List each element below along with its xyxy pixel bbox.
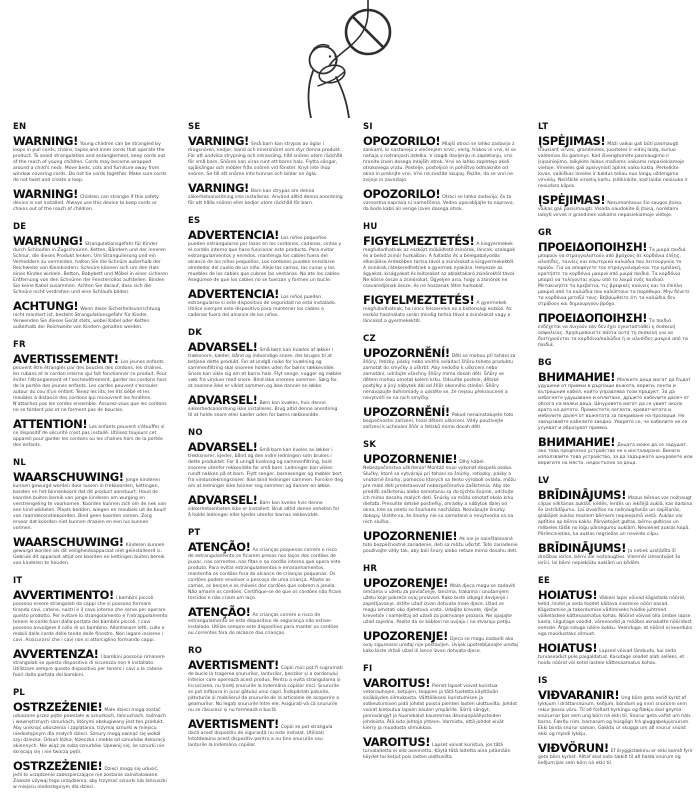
warning-paragraph <box>538 490 693 538</box>
warning-paragraph <box>363 631 518 655</box>
warning-heading: ΠΡΟΕΙΔΟΠΟΙΗΣΗ! <box>538 240 648 254</box>
warning-body-text: Les jeunes enfants peuvent être étranglés par des boucles des cordons, les chaînes, les rubans et le cordon interne qui fait fonctionner ce produit. Pour éviter l'étranglement et l'enchevêtrement, garder les cordons hors de la portée des jeunes enfants. Les cordes peuvent s'enrouler autour du cou d'un enfant. Tenez les lits, les lits bébé et les meubles à distance des cordons qui recouvrent les fenêtres. N'attachez pas les cordes ensemble. Assurez-vous que les cordons ne se tordent pas et ne forment pas de boucles. <box>13 360 167 413</box>
warning-paragraph <box>13 236 168 296</box>
warning-body-text: Otroci se lahko zadavijo, če ta varnostna naprava ni nameščena. Vedno uporabljajte to napravo, da bodo kabli ali verige izven dosega otrok. <box>363 195 514 212</box>
warning-heading: ADVERTENCIA! <box>188 228 279 242</box>
language-section-lt <box>538 122 693 219</box>
warning-heading: UPOZORNĚNÍ! <box>363 405 450 419</box>
language-section-fr <box>13 340 168 449</box>
warning-heading: ATENÇÃO! <box>188 540 251 554</box>
warning-heading: WAARSCHUWING! <box>13 470 124 484</box>
warning-body-text: Τα μικρά παιδιά μπορούν να στραγγαλιστούν από βρόχους σε κορδόνια έλξης, αλυσίδες, ταινίες και εσωτερικά καλώδια που λειτουργούν το προϊόν. Για να αποφύγετε τον στραγγαλισμό και την εμπλοκή, κρατήστε τα κορδόνια μακριά από μικρά παιδιά. Τα κορδόνια μπορεί να τυλίγονται γύρω από το λαιμό ενός παιδιού. Μετακινήστε τα κρεβάτια, τις βρεφικές κούνιες και τα έπιπλα μακριά από τα καλώδια που καλύπτουν τα παράθυρα. Μην δένετε τα κορδόνια μεταξύ τους. Βεβαιωθείτε ότι τα καλώδια δεν στρίβουν και δημιουργούν βρόχο. <box>538 248 690 307</box>
warning-heading: ACHTUNG! <box>13 299 79 313</box>
warning-heading: ĮSPĖJIMAS! <box>538 134 606 148</box>
warning-body-text: Mazus bērnus var nožņaugt cilpas vilkšanas auklās, ķēdēs, lentēs un iekšējā auklā, kas darbina šo izstrādājumu. Lai izvairītos no nožņaugšanās un sapīšanās, glabājiet auklas maziem bērniem nepieejamā vietā. Auklas var aptīties ap bērna kaklu. Pārvietojiet gultas, bērnu gultiņas un mēbeles tālāk no logu pārsegumu auklām. Nesieniet auklas kopā. Pārliecinieties, ka auklas negriežas un neveido cilpu. <box>538 496 693 537</box>
warning-paragraph <box>13 761 168 791</box>
language-code-label: FI <box>363 664 373 674</box>
language-code-label: RO <box>188 646 203 656</box>
warning-body-text: Små børn kan kvæles af løkker i træksnore, kæder, bånd og indvendige snore, der bruges til at betjene dette produkt. For at undgå risiko for kvælning og sammenfiltring skal snorene holdes uden for børns rækkevidde. Snore kan vikle sig om et barns hals. Flyt senge, vugger og møbler væk fra vinduer med snore. Bind ikke snorene sammen. Sørg for, at snorene ikke er viklet sammen og ikke danner en løkke. <box>188 348 342 389</box>
language-section-hr <box>363 564 518 655</box>
warning-heading: WARNING! <box>13 134 78 148</box>
warning-body-text: Väikesi lapsi võivad kägistada nöörid, ketid, lindid ja seda toodet käitava sisemise nööri aasad. Kägistamise ja takerdumise vältimiseks hoidke juhtmed väikelastele kättesaamatus kohas. Nöörid võivad olla ümber lapse kaela. Liigutage voodid, võrevoodid ja mööbel aknakatte nööridest eemale. Ärge siduge nööre kokku. Veenduge, et nöörid ei keerduks ega moodustaks silmust. <box>538 596 693 637</box>
warning-heading: AVVERTIMENTO! <box>13 588 114 602</box>
warning-body-text: Barn kan strypas om denna säkerhetsanordning inte installeras. Använd alltid denna anordning för att hålla snören eller kedjor utom räckhåll för barn. <box>188 189 343 206</box>
warning-paragraph <box>363 236 518 290</box>
warning-heading: VAROITUS! <box>363 735 431 749</box>
warning-body-text: Lapset voivat kuristua, jos tätä turvalaitetta ei olla asennettu. Käytä tätä laitetta aina pitämään köydet tai ketjut pois lasten ulottuvilta. <box>363 743 511 760</box>
warning-body-text: Los niños pequeños pueden estrangularse por lazos en los cordones, cadenas, cintas y el cordón interno que hace funcionar este producto. Para evitar estrangulamientos y enredos, mantenga los cables fuera del alcance de los niños pequeños. Los cordones pueden enrollarse alrededor del cuello de un niño. Aleje las camas, las cunas y los muebles de los cables que cubren las ventanas. No ate los cables. Asegúrese de que los cables no se tuerzan y formen un bucle. <box>188 236 342 283</box>
language-code-label: ES <box>188 216 201 226</box>
language-section-si <box>363 122 518 213</box>
warning-heading: WAARSCHUWING! <box>13 535 124 549</box>
warning-paragraph <box>13 189 168 213</box>
language-section-pt <box>188 528 343 637</box>
warning-paragraph <box>188 395 343 419</box>
warning-heading: VARNING! <box>188 181 249 195</box>
warning-body-text: Mlajši otroci se lahko zadavijo z zankami, ki nastanejo z vlečenjem vrvic, verig, trakov in vrvi, ki se nahaja v notranjosti izdelka. V izogib davljenju in zapletanju, vrvi hranite izven dosega mlajših otrok. Vrvi se lahko zapletejo okoli otrokovega vratu. Postelje, posteljice in pohištvo odmaknite od okna in prekrijte vrvi. Vrvi ne zvežite skupaj. Pazite, da se vrvi ne zvijejo in zavozlajo. <box>363 142 516 183</box>
warning-paragraph <box>363 454 518 526</box>
language-section-de <box>13 222 168 331</box>
language-section-nl <box>13 458 168 567</box>
warning-heading: ADVERTENCIA! <box>188 287 279 301</box>
warning-body-text: Pokud nenainstalujete toto bezpečnostní zařízení, hrozí dětem uškrcení. Vždy používejte zařízení k uchování šňůr a řetízků mimo dosah dětí. <box>363 413 514 430</box>
warning-body-text: Små barn kan strypas av öglor i dragsnören, kedjor, band och innersnöret som styr denna produkt. För att undvika strypning och intrassling, håll snören utom räckhåll för små barn. Snören kan viras runt ett barns hals. Flytta sängar, spjälsängar och möbler från snören vid fönster. Knyt inte ihop snören. Se till att snören inte tvinnas och bildar en ögla. <box>188 142 343 177</box>
language-code-label: IT <box>13 576 23 586</box>
warning-body-text: Dzieci mogą się udusić, jeśli to urządzenie zabezpieczające nie zostanie zainstalowane. Zawsze używaj tego urządzenia, aby trzymać sznurki lub łańcuszki w miejscu niedostępnym dla dzieci. <box>13 767 167 790</box>
language-section-cz <box>363 334 518 431</box>
warning-paragraph <box>363 531 518 555</box>
warning-heading: OPOZORILO! <box>363 187 441 201</box>
language-section-bg <box>538 358 693 467</box>
language-code-label: GR <box>538 228 552 238</box>
warning-body-text: Děti se mohou při tahání za šňůry, řetízky, pásky nebo vnitřní ovládací šňůru tohoto produktu zamotat do smyčky a uškrtit. Aby nedošlo k uškrcení nebo zamotání, udržujte všechny šňůry mimo dosah dětí. Šňůry se dětem mohou omotat kolem krku. Odsuňte postele, dětské postýlky a jiný nábytek dál od šňůr okenního stínění. Šňůry nenavazujte dohromady a ujistěte se, že nejsou překroucené a nevytvoří se na nich smyčky. <box>363 354 516 401</box>
warning-body-text: Децата може да се задушат, ако това предпазно устройство не е инсталирано. Винаги използвайте това устройство, за да задържате шнуровете или веригите на място, недостъпно за деца. <box>538 443 693 466</box>
warning-heading: VIÐVÖRUN! <box>538 741 609 755</box>
warning-paragraph <box>13 537 168 567</box>
language-section-pl <box>13 688 168 791</box>
language-section-es <box>188 216 343 319</box>
warning-heading: ВНИМАНИЕ! <box>538 435 616 449</box>
language-code-label: PL <box>13 688 26 698</box>
language-section-no <box>188 428 343 519</box>
warning-heading: ВНИМАНИЕ! <box>538 370 616 384</box>
warning-paragraph <box>363 189 518 213</box>
language-section-hu <box>363 222 518 325</box>
language-code-label: NL <box>13 458 26 468</box>
language-code-label: SE <box>188 122 201 132</box>
warning-paragraph <box>188 136 343 178</box>
warning-paragraph <box>538 690 693 738</box>
warning-paragraph <box>188 230 343 284</box>
warning-paragraph <box>13 590 168 644</box>
warning-body-text: Copiii mici pot fi sugrumați de bucle la tragerea șnururilor, lanțurilor, benzilor și a cordonului interior care operează acest produs. Pentru a evita strangularea și încurcarea, nu țineți șnururile la îndemâna copiilor mici. Șnururile se pot înfășura în jurul gâtului unui copil. Îndepărtați paturile, pătuțurile și mobilierul de șnururile de la articolele de acoperire a geamurilor. Nu legați șnururile între ele. Asigurați-vă că șnururile nu se răsucesc și nu formează o buclă. <box>188 666 343 713</box>
language-code-label: HU <box>363 222 378 232</box>
language-section-it <box>13 576 168 679</box>
warning-body-text: A gyermekek megfulladhatnak, ha nincs felszerelve ez a biztonsági eszköz. Az eszköz használata során mindig tartsa távol a zsinórokat vagy a láncokat a gyermekektől. <box>363 301 512 324</box>
warning-body-text: Pienet lapset voivat kuristua vetonauhojen, ketjujen, teippien ja tätä tuotetta käyttävän sisäköyden silmukoista. Välttääksesi kuristumisen ja sotkeutumisen pidä johdot poissa pienten lasten ulottuvilta. Johdot voivat kietoutua lapsen kaulan ympärille. Siirrä sängyt, pinnasängyt ja huonekalut kauemmas ikkunanpäällysteiden johdoista. Älä sido johtoja yhteen. Varmista, että johdot eivät kierry ja muodosta silmukkaa. <box>363 684 518 731</box>
warning-heading: OPOZORILO! <box>363 134 441 148</box>
warning-heading: UPOZORNENIE! <box>363 529 458 543</box>
warning-paragraph <box>363 136 518 184</box>
language-code-label: DE <box>13 222 27 232</box>
child-cord-prohibition-illustration <box>288 0 410 118</box>
warning-body-text: Copiii se pot strangula dacă acest dispozitiv de siguranță nu este instalat. Utilizați întotdeauna acest dispozitiv pentru a nu ține șnururile sau lanțurile la îndemâna copiilor. <box>188 725 333 748</box>
warning-body-text: As crianças pequenas correm o risco de estrangulamento se ficarem presas nos laços dos cordões de puxar, nas correntes, nas fitas e no cordão interno que opera este produto. Para evitar estrangulamentos e emaranhamentos, mantenha os cordões fora do alcance de crianças pequenas. Os cordões podem envolver o pescoço de uma criança. Afaste as camas, os berços e os móveis dos cordões que cobrem a janela. Não amarre os cordões. Certifique-se de que os cordões não ficam torcidos e não criam um laço. <box>188 548 342 601</box>
language-code-label: LT <box>538 122 549 132</box>
warning-heading: ΠΡΟΕΙΔΟΠΟΙΗΣΗ! <box>538 311 648 325</box>
warning-heading: AVVERTENZA! <box>13 647 99 661</box>
language-code-label: DK <box>188 328 203 338</box>
warning-body-text: Strangulationsgefahr für Kinder durch Schlaufen in Zugschnüren, Ketten, Bändern und der inneren Schnur, die dieses Produkt lenken. Um Strangulierung und ein Verheddern zu vermeiden, halten Sie die Schnüre außerhalb der Reichweite von Kleinkindern. Schnüre können sich um den Hals eines Kindes wickeln. Betten, Babybett und Möbel in einer sicheren Entfernung von den Schnüren der Fensterrollos aufstellen. Binden Sie keine Kabel zusammen. Achten Sie darauf, dass sich die Schnüre nicht verdrehen und eine Schlaufe bilden. <box>13 242 168 295</box>
warning-body-text: Ja netiek uzstādīta šī drošības ierīce, bērni var nožņaugties. Vienmēr izmantojiet šo ierīci, lai bērni nepiekļūtu auklām un ķēdēm. <box>538 549 681 566</box>
warning-heading: OSTRZEŻENIE! <box>13 700 103 714</box>
warning-paragraph <box>188 342 343 390</box>
warning-heading: HOIATUS! <box>538 641 598 655</box>
warning-heading: WARNING! <box>13 187 78 201</box>
warning-body-text: Los niños pueden estrangularse si este dispositivo de seguridad no está instalado. Utilice siempre este dispositivo para mantener los cables o cadenas fuera del alcance de los niños. <box>188 295 337 318</box>
warning-paragraph <box>538 136 693 190</box>
warning-body-text: Djeca se mogu zadaviti ako ovaj sigurnosni uređaj nije postavljen. Uvijek upotrebljavajte uređaj kako biste držali užad ili lance izvan dohvata djece. <box>363 637 518 654</box>
warning-paragraph <box>188 542 343 602</box>
warning-body-text: I bambini possono rimanere strangolati se questo dispositivo di sicurezza non è installato. Utilizzare sempre questo dispositivo per tenere i cavi o le catene fuori dalla portata dei bambini. <box>13 655 165 678</box>
warning-paragraph <box>188 495 343 519</box>
warning-body-text: Ung börn geta verið kyrkt af lykkjum í dráttarsnúrum, keðjum, böndum og innri snúrunni sem rekur þessa vöru. Til að forðast kyrkingu og flækju skal geyma snúrurnar þar sem ung börn ná ekki til. Snúrur geta vafist um háls barns. Færðu rúm, barnarúm og húsgögn frá gluggaþekjusnúrum. Ekki binda snúrur saman. Gakktu úr skugga um að snúrur snúist ekki og myndi lykkju. <box>538 696 691 737</box>
language-section-gr <box>538 228 693 349</box>
warning-paragraph <box>13 649 168 679</box>
language-code-label: BG <box>538 358 552 368</box>
warning-paragraph <box>538 543 693 567</box>
language-section-dk <box>188 328 343 419</box>
warning-paragraph <box>13 419 168 449</box>
warning-body-text: A kisgyermekek megfulladhatnak az eszközt működtető zsinórok, láncok, szalagok és a belső zsinór hurkaiban. A fulladás és a belegabalyodás elkerülése érdekében tartsa távol a zsinórokat a kisgyermekektől. A zsinórok rátekeredhetnek a gyermek nyakára. Helyezze az ágyakat, kiságyakat és bútorokat az ablaktakaró zsinóroktól távol. Ne kösse össze a zsinórokat. Ügyeljen arra, hogy a zsinórok ne csavarodjanak össze, és ne hozzanak létre hurkokat. <box>363 242 516 289</box>
warning-body-text: Små barn kan kveles av løkker i trekksnorer, kjeder, bånd og den indre ledningen som brukes i dette produktet. For å unngå kvelning og sammenfiltring, hold snorene utenfor rekkevidde for små barn. Ledninger kan vikles rundt nakken på et barn. Flytt senger, barnesenger og møbler bort fra vindusdekningsnorer. Ikke bind ledninger sammen. Forsikre deg om at ledninger ikke tvinner seg sammen og danner en løkke. <box>188 448 343 489</box>
warning-heading: OSTRZEŻENIE! <box>13 759 103 773</box>
warning-body-text: Kinderen kunnen gewurgd worden als dit veiligheidsapparaat niet geïnstalleerd is. Gebruik dit apparaat altijd om koorden en kettingen buiten bereik van kinderen te houden. <box>13 543 165 566</box>
warning-heading: ĮSPĖJIMAS! <box>538 193 606 207</box>
warning-body-text: I bambini piccoli possono essere strangolati da cappi che si possono formare tirando cavi, catene, nastri e il cavo interno che serve per operare questo prodotto. Per evitare lo strangolamento e l'intrappolamento tenere le corde fuori dalla portata dei bambini piccoli. I cavi possono avvolgere il collo di un bambino. Allontanare letti, culle e mobili dalle corde delle tende delle finestre. Non legare insieme i cavi. Assicurarsi che i cavi non si attorciglino formando cappi. <box>13 596 168 643</box>
warning-heading: UPOZORENJE! <box>363 576 448 590</box>
language-code-label: LV <box>538 476 550 486</box>
warning-body-text: Dlhý kábel. Nebezpečenstvo uškrtenia! Montáž musí vykonať dospelá osoba. Slučky, ktoré sa vytvárajú pri ťahaní za šnúrky, retiazky, pásky a vnútorné šnúrky, pomocou ktorých sa tento výrobok ovláda, môžu pre malé deti predstavovať nebezpečenstvo zaškrtenia. Aby ste predišli zaškrteniu alebo zamotaniu sa do týchto šnúrok, udržujte ich mimo dosahu malých detí. Šnúrky sa môžu omotať okolo krku dieťaťa. Presuňte detské postieľky, ohrádky a nábytok ďalej od okna, kde sa roleta so šnúrkami nachádza. Nezväzujte šnúrky dokopy. Uistite sa, že šnúrky nie sú zamotané a nevytvorila sa na nich slučka. <box>363 460 516 525</box>
warning-paragraph <box>188 442 343 490</box>
warning-heading: AVERTISMENT! <box>188 717 279 731</box>
language-section-fi <box>363 664 518 761</box>
warning-heading: BRĪDINĀJUMS! <box>538 488 627 502</box>
warning-heading: ATTENTION! <box>13 417 88 431</box>
language-code-label: SI <box>363 122 373 132</box>
warning-paragraph <box>188 719 343 749</box>
language-section-se <box>188 122 343 207</box>
warning-heading: FIGYELMEZTETÉS! <box>363 234 475 248</box>
language-code-label: SK <box>363 440 377 450</box>
warning-body-text: Maži vaikai gali būti pasmaugti traukiant virves, grandinėles, juosteles ir vidinį laidą, kuriuo valdomas šis gaminys. Kad išvengtumėte pasmaugimo ir įsipainiojimo, laikykite laidus mažiems vaikams nepasiekiamoje vietoje. Virvelės gali apsivynioti aplink vaiko kaklą. Perkelkite lovas, vaikiškas loveles ir baldus toliau nuo langų uždengimo virvelių. Neriškite virvelių kartu. Įsitikinkite, kad laidai nesisuka ir nesudaro kilpos. <box>538 142 688 189</box>
warning-paragraph <box>363 295 518 325</box>
language-section-en <box>13 122 168 213</box>
warning-paragraph <box>13 301 168 331</box>
language-code-label: CZ <box>363 334 376 344</box>
warning-body-text: Les enfants peuvent s'étouffer si ce dispositif de sécurité n'est pas installé. Utilisez toujours cet appareil pour garder les cordons ou les chaînes hors de la portée des enfants. <box>13 425 165 448</box>
warning-paragraph <box>188 607 343 637</box>
warning-paragraph <box>538 643 693 667</box>
warning-heading: UPOZORENJE! <box>363 629 448 643</box>
warning-paragraph <box>538 437 693 467</box>
warning-body-text: Ak nie je nainštalované toto bezpečnostné zariadenie, deti sa môžu uškrtiť. Toto zariadenie používajte vždy tak, aby boli šnúry alebo reťaze mimo dosahu detí. <box>363 537 518 554</box>
warning-body-text: Mala djeca mogu se zadaviti omčama u užetu za povlačenje, lancima, trakama i unutarnjem užetu koje pokreće ovaj proizvod. Kako biste izbjegli davljenje i zapetljavanje, držite užad izvan dohvata male djece. Užad se mogu omotati oko djetetova vrata. Udaljite krevete, dječje krevetiće i namještaj od užadi za pokrivanje prozora. Ne spajajte užad zajedno. Pazite da se kablovi ne uvijaju i ne stvaraju petlju. <box>363 584 516 625</box>
column-3 <box>350 118 525 770</box>
warning-paragraph <box>363 737 518 761</box>
warning-body-text: Τα παιδιά ενδέχεται να πνιγούν εάν δεν έχει εγκατασταθεί η συσκευή ασφαλείας. Χρησιμοποιείτε πάντα αυτή τη συσκευή για να διατηρούνται τα κορδόνια/καλώδια ή οι αλυσίδες μακριά από τα παιδιά. <box>538 319 688 348</box>
language-code-label: HR <box>363 564 378 574</box>
warning-paragraph <box>363 578 518 626</box>
warning-body-text: Barn kan kveles hvis denne sikkerhetsenheten ikke er installert. Bruk alltid denne enheten for å holde ledninger eller kjeder utenfor barnas rekkevidde. <box>188 501 340 518</box>
column-1 <box>0 118 175 800</box>
warning-paragraph <box>363 407 518 431</box>
language-columns <box>0 118 700 790</box>
warning-paragraph <box>13 354 168 414</box>
warning-paragraph <box>538 743 693 767</box>
warning-heading: ADVARSEL! <box>188 493 258 507</box>
warning-paragraph <box>13 136 168 184</box>
warning-body-text: Ef öryggistækinu er ekki komið fyrir geta börn kyrkst. Alltaf skal nota tækið til að halda snúrum og keðjum þar sem börn ná ekki til. <box>538 749 693 766</box>
warning-heading: ADVARSEL! <box>188 440 258 454</box>
warning-body-text: As crianças correm o risco de estrangulamento se este dispositivo de segurança não estiver instalado. Utilize sempre este dispositivo para manter os cordões ou correntes fora do alcance das crianças. <box>188 613 339 636</box>
warning-heading: WARNUNG! <box>13 234 83 248</box>
warning-body-text: Jonge kinderen kunnen gewurgd worden door lussen in trekkoorden, kettingen, banden en het binnenkoord dat dit product aanstuurt. Houd de koorden buiten bereik van jonge kinderen om wurging en verstrengeling te voorkomen. Koorden kunnen zich om de nek van een kind wikkelen. Plaats bedden, wiegen en meubels uit de buurt van raamdecoratiekoorden. Bind geen koorden samen. Zorg ervoor dat koorden niet kunnen draaien en een lus kunnen vormen. <box>13 478 167 531</box>
language-section-is <box>538 676 693 767</box>
language-section-ee <box>538 576 693 667</box>
language-section-ro <box>188 646 343 749</box>
warning-heading: BRĪDINĀJUMS! <box>538 541 627 555</box>
warning-body-text: Małe dzieci mogą zostać uduszone przez pętle powstałe w sznurkach, łańcuchach, taśmach i wewnętrznych sznurkach, którymi obsługiwany jest ten produkt. Aby uniknąć uduszenia i zaplątania, trzymaj sznurki w miejscu niedostępnym dla małych dzieci. Sznury mogą owinąć się wokół szyi dziecka. Odsuń łóżka, łóżeczka i meble od sznurków dekoracji okiennych. Nie wiąż ze sobą sznurków. Upewnij się, że sznurki nie skręcają się i nie tworzą pętli. <box>13 708 166 755</box>
warning-paragraph <box>538 372 693 432</box>
warning-paragraph <box>13 472 168 532</box>
language-section-sk <box>363 440 518 555</box>
warning-body-text: Children can strangle if this safety device is not installed. Always use this device to keep cords or chains out of the reach of children. <box>13 195 159 212</box>
warning-heading: AVERTISMENT! <box>188 658 279 672</box>
warning-heading: UPOZORNĚNÍ! <box>363 346 450 360</box>
warning-heading: ATENÇÃO! <box>188 605 251 619</box>
warning-heading: UPOZORNENIE! <box>363 452 458 466</box>
warning-heading: VAROITUS! <box>363 676 431 690</box>
warning-heading: ADVARSEL! <box>188 340 258 354</box>
column-4 <box>525 118 700 776</box>
warning-heading: AVERTISSEMENT! <box>13 352 119 366</box>
warning-heading: VIÐVARANIR! <box>538 688 620 702</box>
warning-heading: HOIATUS! <box>538 588 598 602</box>
language-code-label: FR <box>13 340 26 350</box>
warning-paragraph <box>363 348 518 402</box>
warning-heading: FIGYELMEZTETÉS! <box>363 293 475 307</box>
warning-paragraph <box>13 702 168 756</box>
warning-body-text: Wenn diese Sicherheitsvorrichtung nicht montiert ist, besteht Strangulationsgefahr für Kinder. Verwenden Sie dieses Gerät stets, wobei Kabel oder Ketten außerhalb der Reichweite von Kindern gehalten werden. <box>13 307 161 330</box>
warning-paragraph <box>363 678 518 732</box>
warning-paragraph <box>538 313 693 349</box>
warning-body-text: Nesumontavus šio saugos įtaiso, vaikas gali pasismaugti. Visada naudokite šį įtaisą, norėdami laikyti virves ir grandines vaikams nepasiekiamoje vietoje. <box>538 201 683 218</box>
warning-paragraph <box>188 660 343 714</box>
warning-body-text: Малките деца могат да бъдат удушени от примки в дърпащи въжета, вериги, ленти и вътрешния кабел, който управлява този продукт. За да избегнете удушаване и оплитане, дръжте кабелите далеч от обсега на малки деца. Шнуровете могат да се увият около врата на детето. Преместете леглата, креватчетата и мебелите далеч от въжетата за покриване на прозорци. Не завързвайте кабелите заедно. Уверете се, че кабелите не се усукват и образуват примка. <box>538 378 691 431</box>
language-code-label: NO <box>188 428 203 438</box>
language-section-lv <box>538 476 693 567</box>
language-code-label: EN <box>13 122 27 132</box>
warning-paragraph <box>538 195 693 219</box>
language-code-label: PT <box>188 528 201 538</box>
warning-body-text: Young children can be strangled by loops in pull cords, chains, tapes and inner cords that operate the product. To avoid strangulation and entanglement, keep cords out of the reach of young children. Cords may become wrapped around a child's neck. Move beds, cots and furniture away from window covering cords. Do not tie cords together. Make sure cords do not twist and create a loop. <box>13 142 167 183</box>
warning-heading: ADVARSEL! <box>188 393 258 407</box>
warning-paragraph <box>538 242 693 308</box>
warning-paragraph <box>188 289 343 319</box>
warning-paragraph <box>538 590 693 638</box>
warning-body-text: Lapsed võivad lämbuda, kui seda turvaseadist pole paigaldatud. Kasutage seadet alati selleks, et hoida nöörid või ketid lastele kättesaamatus kohas. <box>538 649 685 666</box>
language-code-label: IS <box>538 676 548 686</box>
language-code-label: EE <box>538 576 551 586</box>
warning-heading: VARNING! <box>188 134 249 148</box>
warning-body-text: Børn kan kvæles, hvis denne sikkerhedsanordning ikke installeres. Brug altid denne anordning til at holde snore eller kæder uden for børns rækkevidde. <box>188 401 338 418</box>
warning-paragraph <box>188 183 343 207</box>
column-2 <box>175 118 350 758</box>
